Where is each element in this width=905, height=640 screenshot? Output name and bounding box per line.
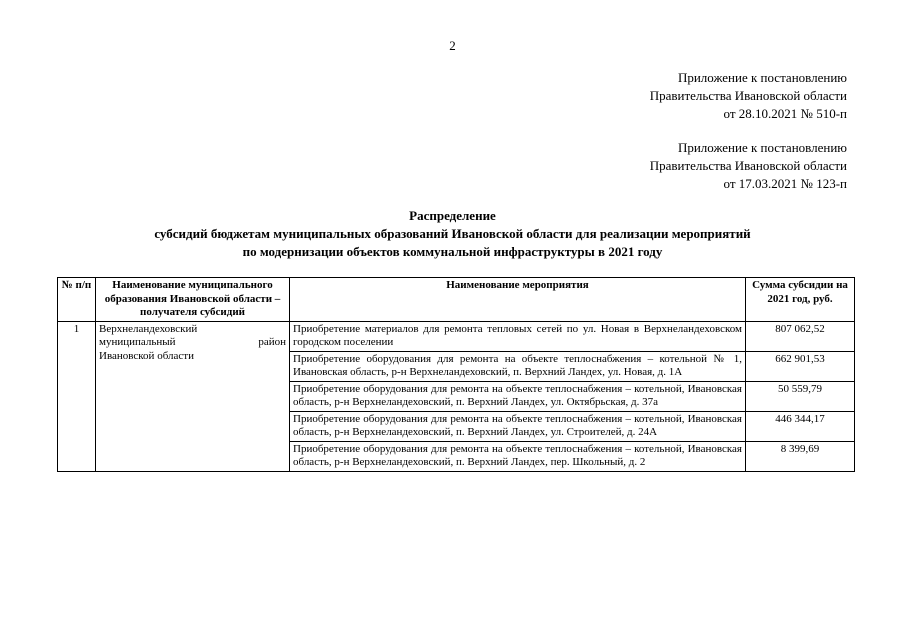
title-line-2: субсидий бюджетам муниципальных образований Ивановской области для реализации мероприятий (154, 226, 751, 241)
event-name-3: Приобретение оборудования для ремонта на объекте теплоснабжения – котельной, Ивановская область, р-н Верхнеландеховский, п. Верхний Ландех, ул. Октябрьская, д. 37а (290, 381, 746, 411)
municipality-part-2b: район (258, 336, 286, 348)
title-line-1: Распределение (409, 208, 496, 223)
appendix-1-line-2: Правительства Ивановской области (649, 88, 847, 103)
municipality-part-1: Верхнеландеховский (99, 322, 198, 335)
row-num: 1 (58, 321, 96, 471)
municipality-part-2a: муниципальный (99, 336, 176, 348)
event-sum-2: 662 901,53 (746, 351, 855, 381)
event-sum-4: 446 344,17 (746, 411, 855, 441)
event-name-1: Приобретение материалов для ремонта тепловых сетей по ул. Новая в Верхнеландеховском городском поселении (290, 321, 746, 351)
appendix-1-line-1: Приложение к постановлению (677, 70, 847, 85)
event-name-2: Приобретение оборудования для ремонта на объекте теплоснабжения – котельной № 1, Ивановская область, р-н Верхнеландеховский, п. Верхний Ландех, ул. Новая, д. 1А (290, 351, 746, 381)
event-sum-3: 50 559,79 (746, 381, 855, 411)
header-municipality: Наименование муниципального образования Ивановской области – получателя субсидий (96, 278, 290, 322)
page-number: 2 (449, 38, 456, 53)
subsidy-table (57, 277, 855, 472)
header-event: Наименование мероприятия (290, 278, 746, 322)
appendix-header-1 (650, 69, 847, 123)
appendix-2-line-1: Приложение к постановлению (677, 140, 847, 155)
municipality-part-3: Ивановской области (99, 349, 194, 362)
document-title (0, 207, 905, 261)
table-row (58, 321, 855, 351)
event-sum-5: 8 399,69 (746, 441, 855, 471)
event-name-5: Приобретение оборудования для ремонта на объекте теплоснабжения – котельной, Ивановская область, р-н Верхнеландеховский, п. Верхний Ландех, пер. Школьный, д. 2 (290, 441, 746, 471)
appendix-header-2 (650, 139, 847, 193)
appendix-2-line-2: Правительства Ивановской области (649, 158, 847, 173)
municipality-part-2 (99, 336, 286, 350)
event-name-4: Приобретение оборудования для ремонта на объекте теплоснабжения – котельной, Ивановская область, р-н Верхнеландеховский, п. Верхний Ландех, ул. Строителей, д. 24А (290, 411, 746, 441)
appendix-1-line-3: от 28.10.2021 № 510-п (723, 106, 847, 121)
row-municipality (96, 321, 290, 471)
event-sum-1: 807 062,52 (746, 321, 855, 351)
header-sum: Сумма субсидии на 2021 год, руб. (746, 278, 855, 322)
table-header-row (58, 278, 855, 322)
appendix-2-line-3: от 17.03.2021 № 123-п (723, 176, 847, 191)
header-num: № п/п (58, 278, 96, 322)
title-line-3: по модернизации объектов коммунальной инфраструктуры в 2021 году (242, 244, 663, 259)
